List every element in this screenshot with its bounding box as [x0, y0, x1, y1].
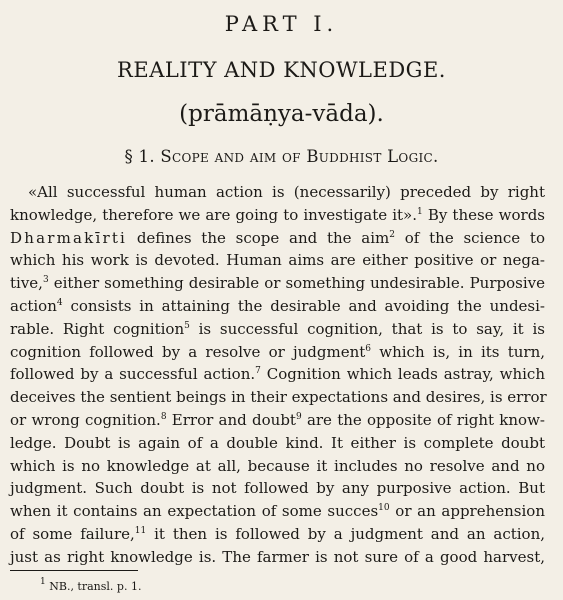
text-line: knowledge, therefore we are going to investigate it».$^1$ By these words [10, 205, 545, 224]
text-line: just as right knowledge is. The farmer is not sure of a good harvest, [10, 547, 545, 566]
footnote-rule [10, 570, 138, 571]
footnote-ref: 7 [255, 366, 261, 377]
footnote-ref: 6 [365, 343, 372, 354]
footnote-ref: 8 [160, 411, 167, 422]
footnote-ref: 10 [378, 503, 390, 514]
footnote-text: NB., transl. p. 1. [49, 580, 142, 593]
footnote-number: 1 [40, 577, 46, 587]
chapter-title: REALITY AND KNOWLEDGE. [117, 58, 446, 82]
footnote-ref: 4 [56, 297, 63, 308]
footnote-ref: 9 [295, 411, 302, 422]
text-line: which is no knowledge at all, because it includes no resolve and no [10, 456, 545, 475]
footnote-ref: 5 [184, 320, 190, 331]
author-name: Dharmakīrti [10, 228, 128, 247]
text-line: judgment. Such doubt is not followed by any purposive action. But [10, 479, 545, 498]
text-line: deceives the sentient beings in their expectations and desires, is error [10, 388, 547, 407]
text-line: action$^4$ consists in attaining the desirable and avoiding the undesi- [10, 296, 545, 315]
part-heading: PART I. [224, 12, 339, 36]
footnote-ref: 1 [417, 206, 423, 217]
section-heading: § 1. Scope and aim of Buddhist Logic. [124, 147, 439, 166]
text-line: «All successful human action is (necessarily) preceded by right [28, 183, 545, 201]
text-line: which his work is devoted. Human aims are either positive or nega- [10, 251, 545, 270]
text-line: of some failure,$^{11}$ it then is followed by a judgment and an action, [10, 524, 546, 543]
text-line: when it contains an expectation of some succes$^{10}$ or an apprehension [10, 502, 545, 521]
footnote-ref: 3 [42, 275, 49, 286]
text-line: cognition followed by a resolve or judgment$^6$ which is, in its turn, [10, 342, 546, 361]
text-line: ledge. Doubt is again of a double kind. It either is complete doubt [10, 433, 545, 452]
footnote-ref: 2 [389, 229, 396, 240]
text-line: or wrong cognition.$^8$ Error and doubt$^9$ are the opposite of right know- [10, 410, 545, 429]
text-line: tive,$^3$ either something desirable or something undesirable. Purposive [10, 274, 545, 293]
footnote-ref: 11 [134, 525, 147, 536]
text-line: Dharmakīrti defines the scope and the aim$^2$ of the science to [10, 228, 545, 247]
text-line: followed by a successful action.$^7$ Cognition which leads astray, which [10, 365, 545, 384]
body-text [10, 181, 545, 569]
footnote [40, 577, 142, 593]
text-line: rable. Right cognition$^5$ is successful cognition, that is to say, it is [10, 319, 545, 338]
chapter-subtitle: (prāmāṇya-vāda). [179, 101, 384, 127]
